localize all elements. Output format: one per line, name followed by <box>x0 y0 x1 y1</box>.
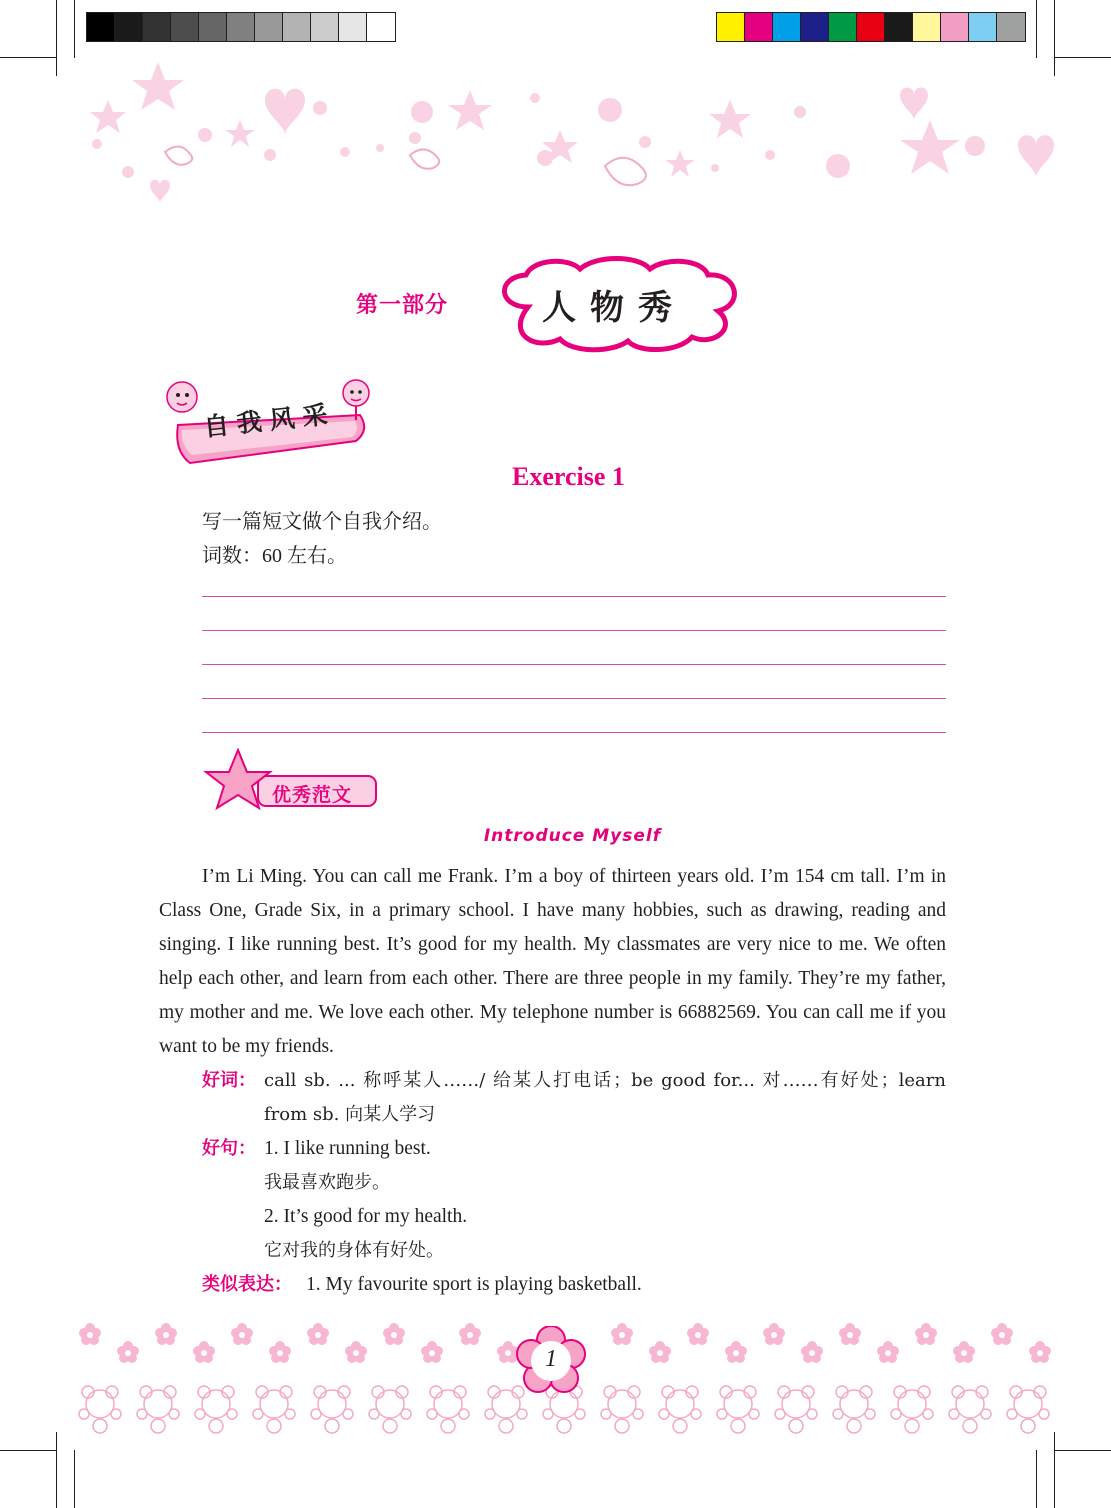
color-swatch <box>367 13 395 41</box>
crop-mark <box>56 1432 57 1508</box>
stars-hearts-decoration <box>0 60 1111 270</box>
color-swatch <box>829 13 857 41</box>
crop-mark <box>0 1450 56 1451</box>
similar-expressions-label: 类似表达： <box>202 1274 292 1295</box>
good-sentence-en: 1. I like running best. <box>264 1138 431 1159</box>
similar-expression: 1. My favourite sport is playing basketball. <box>306 1274 642 1295</box>
part-title: 人物秀 <box>542 288 686 328</box>
color-swatch <box>801 13 829 41</box>
crop-mark <box>74 1450 75 1508</box>
color-swatch <box>969 13 997 41</box>
crop-mark <box>74 0 75 58</box>
good-sentences-label: 好句： <box>202 1138 256 1159</box>
writing-instruction: 写一篇短文做个自我介绍。 <box>202 511 442 533</box>
page-number: 1 <box>545 1346 557 1372</box>
good-words-line: from sb. 向某人学习 <box>264 1104 436 1125</box>
good-sentence-zh: 我最喜欢跑步。 <box>264 1172 390 1193</box>
part-label: 第一部分 <box>356 293 449 318</box>
color-swatch <box>941 13 969 41</box>
color-swatch <box>885 13 913 41</box>
section-badge-label: 优秀范文 <box>272 784 353 806</box>
color-swatch <box>171 13 199 41</box>
good-sentence-en: 2. It’s good for my health. <box>264 1206 468 1227</box>
writing-line <box>202 698 946 699</box>
good-words-label: 好词： <box>202 1070 256 1091</box>
color-swatch <box>997 13 1025 41</box>
crop-mark <box>1036 1450 1037 1508</box>
color-swatch <box>773 13 801 41</box>
good-words-line: call sb. ... 称呼某人……/ 给某人打电话；be good for... 对……有好处；learn <box>264 1070 946 1091</box>
word-count-requirement: 词数：60 左右。 <box>202 545 347 567</box>
crop-mark <box>1055 1450 1111 1451</box>
crop-mark <box>1055 57 1111 58</box>
color-swatch <box>745 13 773 41</box>
color-swatch <box>199 13 227 41</box>
crop-mark <box>1054 1432 1055 1508</box>
section-badge-label: 自我风采 <box>202 399 337 442</box>
color-swatch <box>913 13 941 41</box>
color-swatch <box>283 13 311 41</box>
grayscale-color-bar <box>86 12 396 42</box>
writing-line <box>202 732 946 733</box>
color-swatch <box>255 13 283 41</box>
crop-mark <box>0 57 56 58</box>
color-swatch <box>339 13 367 41</box>
exercise-title: Exercise 1 <box>512 462 625 491</box>
color-swatch <box>857 13 885 41</box>
essay-title: Introduce Myself <box>483 826 662 846</box>
writing-line <box>202 664 946 665</box>
color-swatch <box>115 13 143 41</box>
color-swatch <box>87 13 115 41</box>
color-swatch <box>227 13 255 41</box>
process-color-bar <box>716 12 1026 42</box>
good-sentence-zh: 它对我的身体有好处。 <box>264 1240 444 1261</box>
essay-body: I’m Li Ming. You can call me Frank. I’m a boy of thirteen years old. I’m 154 cm tall. I’m in Class One, Grade Six, in a primary school. I have many hobbies, such as drawing, reading and singing. I like running best. It’s good for my health. My classmates are very nice to me. We often help each other, and learn from each other. There are three people in my family. They’re my father, my mother and me. We love each other. My telephone number is 66882569. You can call me if you want to be my friends. <box>159 866 946 1057</box>
crop-mark <box>1036 0 1037 58</box>
writing-line <box>202 596 946 597</box>
color-swatch <box>143 13 171 41</box>
writing-line <box>202 630 946 631</box>
color-swatch <box>311 13 339 41</box>
color-swatch <box>717 13 745 41</box>
